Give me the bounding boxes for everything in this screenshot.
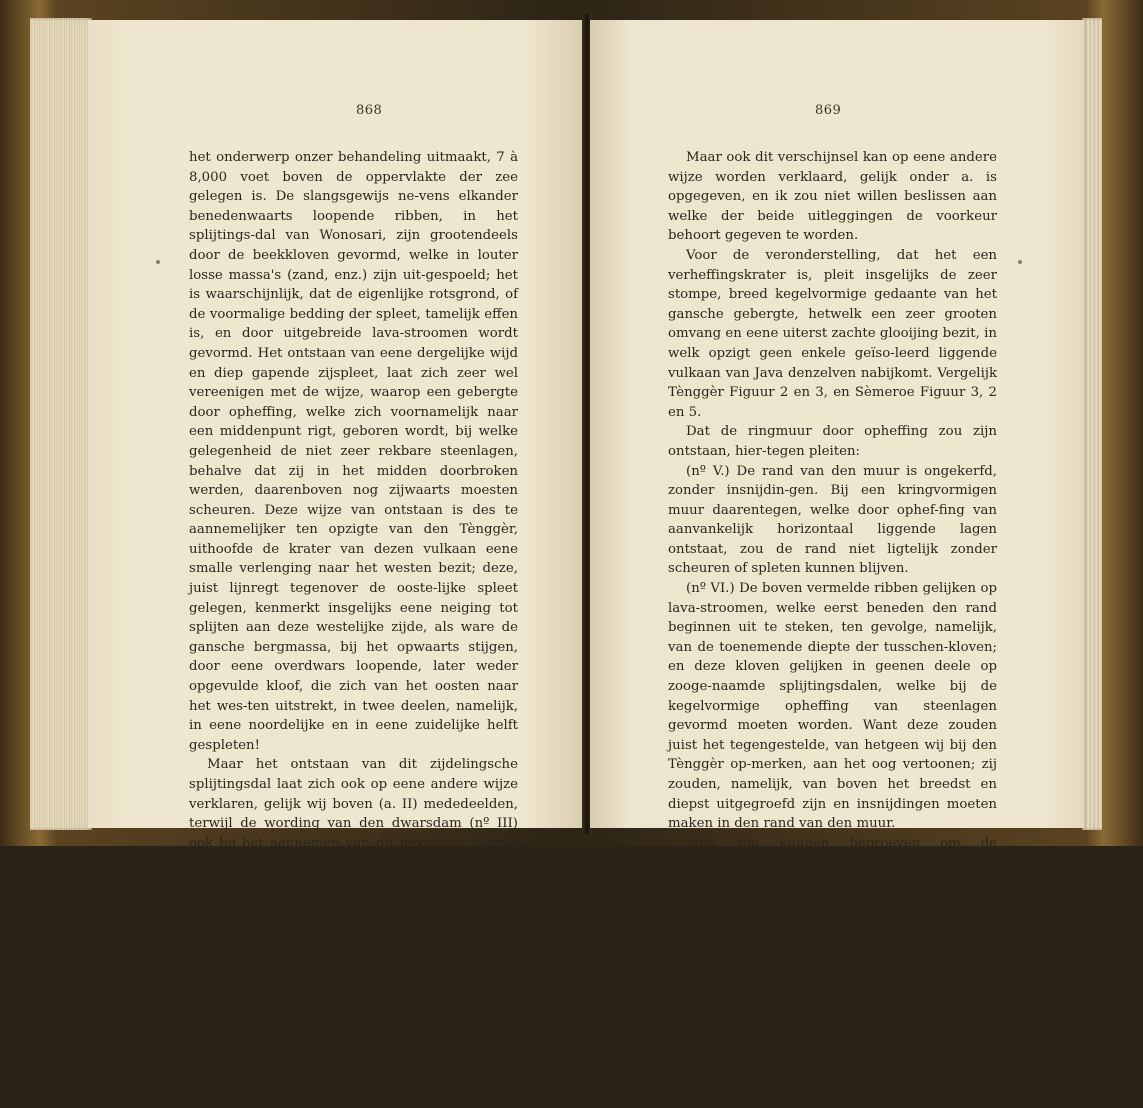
right-paragraph-3: Dat de ringmuur door opheffing zou zijn ontstaan, hier-tegen pleiten: <box>668 424 997 459</box>
left-paragraph-1: het onderwerp onzer behandeling uitmaakt, 7 à 8,000 voet boven de oppervlakte der zee gelegen is. De slangsgewijs ne-vens elkander benedenwaarts loopende ribben, in het splijtings-dal van Wonosari, zijn grootendeels door de beekkloven gevormd, welke in louter losse massa's (zand, enz.) zijn uit-gespoeld; het is waarschijnlijk, dat de eigenlijke rotsgrond, of de voormalige bedding der spleet, tamelijk effen is, en door uitgebreide lava-stroomen wordt gevormd. Het ontstaan van eene dergelijke wijd en diep gapende zijspleet, laat zich zeer wel vereenigen met de wijze, waarop een gebergte door opheffing, welke zich voornamelijk naar een middenpunt rigt, geboren wordt, bij welke gelegenheid de niet zeer rekbare steenlagen, behalve dat zij in het midden doorbroken werden, daarenboven nog zijwaarts moesten scheuren. Deze wijze van ontstaan is des te aannemelijker ten opzigte van den Tènggèr, uithoofde de krater van dezen vulkaan eene smalle verlenging naar het westen bezit; deze, juist lijnregt tegenover de ooste-lijke spleet gelegen, kenmerkt insgelijks eene neiging tot splijten aan deze westelijke zijde, als ware de gansche bergmassa, bij het opwaarts stijgen, door eene overdwars loopende, later weder opgevulde kloof, die zich van het oosten naar het wes-ten uitstrekt, in twee deelen, namelijk, in eene noordelijke en in eene zuidelijke helft gespleten! <box>189 150 518 753</box>
left-page-number: 868 <box>356 103 383 118</box>
right-page-edges <box>1082 18 1102 830</box>
left-page-edges <box>30 18 92 830</box>
left-page-text <box>189 148 518 1108</box>
right-page-text <box>668 148 997 1089</box>
right-paragraph-4: (nº V.) De rand van den muur is ongekerfd, zonder insnijdin-gen. Bij een kringvormigen muur daarentegen, welke door ophef-fing van aanvankelijk horizontaal liggende lagen ontstaat, zou de rand niet ligtelijk zonder scheuren of spleten kunnen blijven. <box>668 463 997 577</box>
right-paragraph-2: Voor de veronderstelling, dat het een verheffingskrater is, pleit insgelijks de zeer stompe, breed kegelvormige gedaante van het gansche gebergte, hetwelk een zeer grooten omvang en eene uiterst zachte glooijing bezit, in welk opzigt geen enkele geïso-leerd liggende vulkaan van Java denzelven nabijkomt. Vergelijk Tènggèr Figuur 2 en 3, en Sèmeroe Figuur 3, 2 en 5. <box>668 247 997 420</box>
left-paragraph-3: Wijders schijnt (nº IV) de ongelijkheid, welke in de hoogte van den kratermuur wordt opgemerkt, en vooral de bijzonderheid, dat hij in de beide tegenover elkander gelegene punten, Ge-dalo en Boedolèmboe, juist in die rigting het hoogst is opge-dreven geworden, alwaar ook bij den kraterbodem de sterkste welving heeft plaats gehad, en alwaar de dwarsdam zich uit-strekt, dit schijnt, zeg ik, als een bewijs van opheffing van onderen naar boven beschouwd te mogen worden. <box>189 894 518 1106</box>
page-blemish <box>156 260 160 264</box>
right-paragraph-1: Maar ook dit verschijnsel kan op eene andere wijze worden verklaard, gelijk onder a. is opgegeven, en ik zou niet willen beslissen aan welke der beide uitleggingen de voorkeur behoort gegeven te worden. <box>668 150 997 244</box>
right-paragraph-5: (nº VI.) De boven vermelde ribben gelijken op lava-stroomen, welke eerst beneden den rand beginnen uit te steken, ten gevolge, namelijk, van de toenemende diepte der tusschen-kloven; en deze kloven gelijken in geenen deele op zooge-naamde splijtingsdalen, welke bij de kegelvormige opheffing van steenlagen gevormd moeten worden. Want deze zouden juist het tegengestelde, van hetgeen wij bij den Tènggèr op-merken, aan het oog vertoonen; zij zouden, namelijk, van boven het breedst en diepst uitgegroefd zijn en insnijdingen moeten maken in den rand van den muur. <box>668 581 997 832</box>
right-page-number: 869 <box>815 103 842 118</box>
right-page <box>590 20 1084 1086</box>
left-paragraph-2: Maar het ontstaan van dit zijdelingsche splijtingsdal laat zich ook op eene andere wijze verklaren, gelijk wij boven (a. II) mededeelden, terwijl de wording van den dwarsdam (nº III) ook bij het aannemen van dit gevoelen, slechts op de onder a. vroe-ger medegedeelde wijze kan verklaard worden. <box>189 757 518 890</box>
page-blemish <box>1018 260 1022 264</box>
right-paragraph-6: Men zou kunnen beproeven om de tegenwerpingen onder nº V en VI medegedeeld te ontzenuwen, door aan te nemen: dat de inkervingen in den rand en in de hoogere gedeelten der spleten door latere uitwerpselen zijn opgevuld geworden; vroeger echter is reeds aangevoerd, dat dit bij den Tènggèr niet het geval kan zijn, en dat de Ider-rand uit onafgebrokene trachiet-lagen bestaat; de honderden van ribben, die men aan zijne buitenwaarts gekeerde helling opmerkt, hebben een ge-kronkelden loop, zijn zeer regelmatig in nevenribben gesplitst, <box>668 835 997 1086</box>
left-page <box>88 20 584 1106</box>
